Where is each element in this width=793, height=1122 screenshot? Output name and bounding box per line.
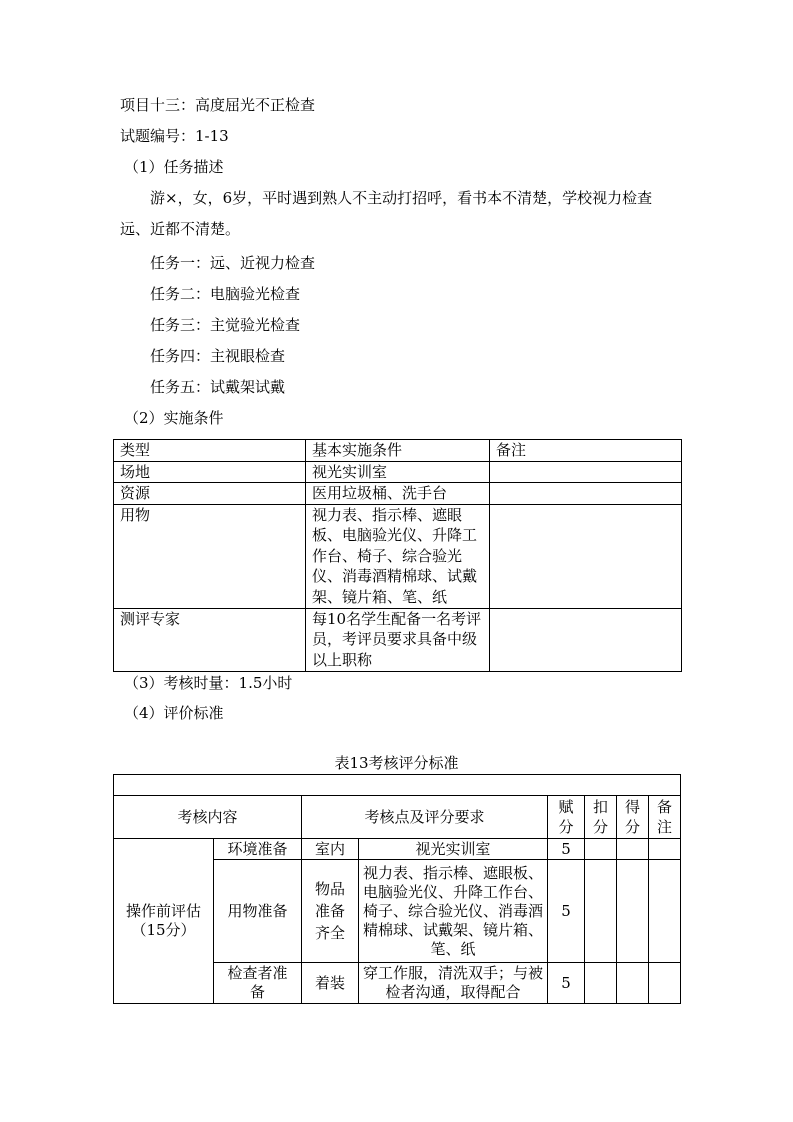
deduct-cell [585,860,617,963]
header-condition: 基本实施条件 [306,440,490,462]
conditions-title: （2）实施条件 [124,409,224,427]
assigned-score: 5 [548,839,585,860]
header-note: 备注 [490,440,682,462]
requirement: 视光实训室 [359,839,548,860]
exam-number: 试题编号：1-13 [120,127,229,145]
cell-condition: 每10名学生配备一名考评员，考评员要求具备中级以上职称 [306,608,490,671]
table-row [114,461,682,483]
score-table-blank-row [114,775,681,796]
table-row [114,504,682,608]
assigned-score: 5 [548,963,585,1004]
header-content: 考核内容 [114,796,302,839]
remark-cell [649,860,681,963]
assigned-score: 5 [548,860,585,963]
header-assign: 赋分 [548,796,585,839]
section-label: 操作前评估（15分） [114,839,214,1004]
task-desc-title: （1）任务描述 [124,158,224,176]
requirement: 穿工作服，清洗双手；与被检者沟通，取得配合 [359,963,548,1004]
remark-cell [649,839,681,860]
cell-type: 测评专家 [114,608,306,671]
score-table [113,774,681,1004]
table-row [114,608,682,671]
cell-type: 用物 [114,504,306,608]
sub-label: 着装 [302,963,359,1004]
header-type: 类型 [114,440,306,462]
get-cell [617,963,649,1004]
item-label: 用物准备 [214,860,302,963]
header-deduct: 扣分 [585,796,617,839]
cell-condition: 视光实训室 [306,461,490,483]
cell-condition: 医用垃圾桶、洗手台 [306,483,490,505]
table-header-row [114,440,682,462]
task-item: 任务三：主觉验光检查 [150,316,301,334]
cell-note [490,483,682,505]
score-table-header [114,796,681,839]
header-points: 考核点及评分要求 [302,796,548,839]
task-desc-paragraph: 游×，女，6岁，平时遇到熟人不主动打招呼，看书本不清楚，学校视力检查远、近都不清楚。 [120,189,653,238]
project-title: 项目十三：高度屈光不正检查 [120,96,316,114]
get-cell [617,839,649,860]
header-remark: 备注 [649,796,681,839]
sub-label: 物品准备齐全 [302,860,359,963]
header-get: 得分 [617,796,649,839]
table-row [114,483,682,505]
cell-type: 资源 [114,483,306,505]
task-item: 任务四：主视眼检查 [150,347,286,365]
cell-note [490,504,682,608]
exam-time: （3）考核时量：1.5小时 [124,674,293,692]
remark-cell [649,963,681,1004]
deduct-cell [585,963,617,1004]
criteria-title: （4）评价标准 [124,704,224,722]
cell-note [490,461,682,483]
task-item: 任务一：远、近视力检查 [150,254,316,272]
score-table-caption: 表13考核评分标准 [334,754,459,772]
item-label: 检查者准备 [214,963,302,1004]
item-label: 环境准备 [214,839,302,860]
task-item: 任务二：电脑验光检查 [150,285,301,303]
cell-condition: 视力表、指示棒、遮眼板、电脑验光仪、升降工作台、椅子、综合验光仪、消毒酒精棉球、试戴架、镜片箱、笔、纸 [306,504,490,608]
task-item: 任务五：试戴架试戴 [150,378,286,396]
sub-label: 室内 [302,839,359,860]
deduct-cell [585,839,617,860]
cell-type: 场地 [114,461,306,483]
cell-note [490,608,682,671]
table-row [114,839,681,860]
requirement: 视力表、指示棒、遮眼板、电脑验光仪、升降工作台、椅子、综合验光仪、消毒酒精棉球、试戴架、镜片箱、笔、纸 [359,860,548,963]
conditions-table [113,439,682,672]
get-cell [617,860,649,963]
